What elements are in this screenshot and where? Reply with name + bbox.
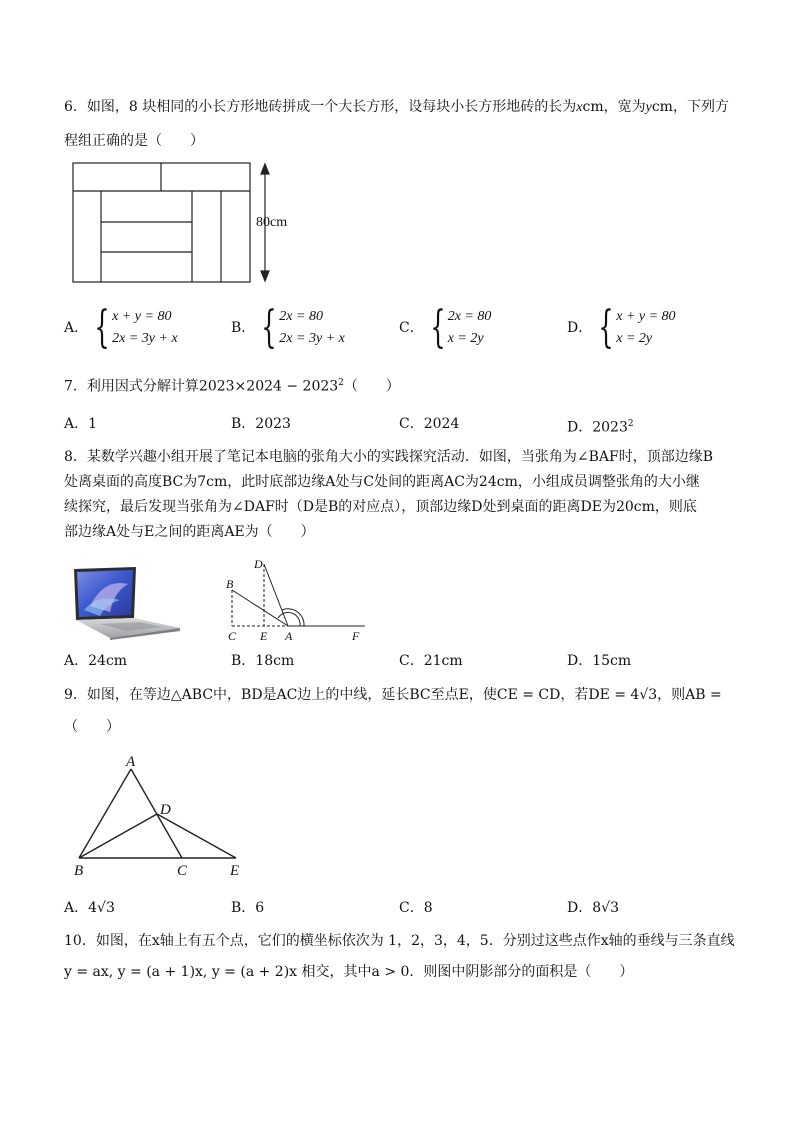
q9-option-d[interactable]: D．8√3 xyxy=(567,900,619,916)
q9-option-c[interactable]: C．8 xyxy=(399,900,433,916)
q7-option-d[interactable]: D．2023$^2$ xyxy=(567,419,634,436)
label-E: E xyxy=(260,629,268,643)
q9-stem-line1: 9．如图，在等边△ABC中，BD是AC边上的中线，延长BC至点E，使CE = CD，若DE = 4√3，则AB = xyxy=(64,687,722,703)
q8-option-c[interactable]: C．21cm xyxy=(399,653,463,669)
q6-height-label: 80cm xyxy=(256,215,288,230)
label-E: E xyxy=(230,863,240,879)
q8-stem-line3: 续探究，最后发现当张角为∠DAF时（D是B的对应点），顶部边缘D处到桌面的距离DE为20cm，则底 xyxy=(64,499,697,515)
q7-option-b[interactable]: B．2023 xyxy=(231,416,291,432)
q6-option-a[interactable]: A． { x + y = 80 2x = 3y + x xyxy=(64,302,178,353)
q7-stem: 7．利用因式分解计算$2023\times 2024 - 2023^2$（ ） xyxy=(64,378,400,395)
q9-triangle-figure xyxy=(66,752,256,882)
q8-option-d[interactable]: D．15cm xyxy=(567,653,632,669)
label-D: D xyxy=(254,557,263,571)
label-D: D xyxy=(160,802,171,818)
q9-stem-line2: （ ） xyxy=(64,719,120,735)
q10-stem-line1: 10．如图，在x轴上有五个点，它们的横坐标依次为 1，2，3，4，5．分别过这些点作x轴的垂线与三条直线 xyxy=(64,933,735,949)
q9-option-b[interactable]: B．6 xyxy=(231,900,265,916)
q6-stem-line1: 6．如图，8 块相同的小长方形地砖拼成一个大长方形，设每块小长方形地砖的长为xcm，宽为ycm，下列方 xyxy=(64,99,729,115)
label-A: A xyxy=(285,629,293,643)
laptop-image xyxy=(70,566,182,640)
q8-geometry-figure xyxy=(220,552,370,644)
q8-option-b[interactable]: B．18cm xyxy=(231,653,295,669)
q8-stem-line1: 8．某数学兴趣小组开展了笔记本电脑的张角大小的实践探究活动．如图，当张角为∠BAF时，顶部边缘B xyxy=(64,449,714,465)
q6-tile-figure xyxy=(70,160,310,290)
q7-option-a[interactable]: A．1 xyxy=(64,416,98,432)
label-F: F xyxy=(352,629,360,643)
label-C: C xyxy=(228,629,237,643)
q8-stem-line4: 部边缘A处与E之间的距离AE为（ ） xyxy=(64,524,315,540)
q6-option-c[interactable]: C． { 2x = 80 x = 2y xyxy=(399,302,492,353)
q8-option-a[interactable]: A．24cm xyxy=(64,653,128,669)
label-B: B xyxy=(226,577,234,591)
q6-option-b[interactable]: B． { 2x = 80 2x = 3y + x xyxy=(231,302,345,353)
label-C: C xyxy=(177,863,188,879)
q6-stem-line2: 程组正确的是（ ） xyxy=(64,133,204,149)
label-A: A xyxy=(126,754,136,770)
q10-stem-line2: y = ax, y = (a + 1)x, y = (a + 2)x 相交，其中a > 0．则图中阴影部分的面积是（ ） xyxy=(64,964,634,980)
q8-stem-line2: 处离桌面的高度BC为7cm，此时底部边缘A处与C处间的距离AC为24cm，小组成员调整张角的大小继 xyxy=(64,474,700,490)
label-B: B xyxy=(74,863,84,879)
q7-option-c[interactable]: C．2024 xyxy=(399,416,460,432)
q6-option-d[interactable]: D． { x + y = 80 x = 2y xyxy=(567,302,676,353)
q9-option-a[interactable]: A．4√3 xyxy=(64,900,115,916)
